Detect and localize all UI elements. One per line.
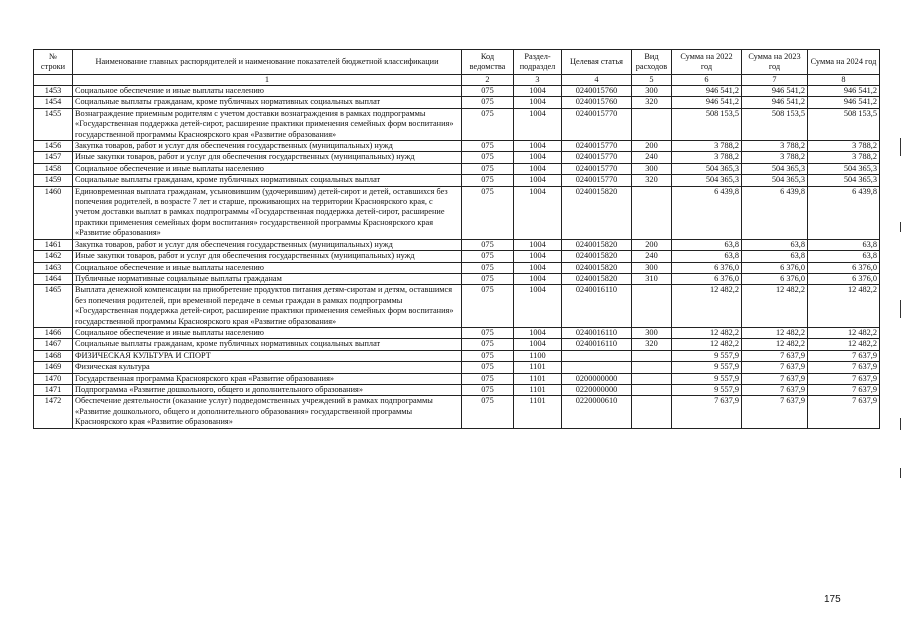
cell-row-number: 1467 (34, 339, 73, 350)
cell-dept-code: 075 (462, 108, 514, 140)
cell-sum-2022: 12 482,2 (672, 339, 742, 350)
cell-sum-2023: 946 541,2 (742, 97, 808, 108)
table-row (34, 239, 880, 250)
table-row (34, 384, 880, 395)
table-row (34, 186, 880, 239)
scan-edge-mark (900, 300, 901, 318)
cell-expense-type (632, 373, 672, 384)
cell-row-number: 1464 (34, 273, 73, 284)
scan-edge-mark (900, 138, 901, 156)
cell-target: 0240015770 (562, 175, 632, 186)
cell-name: Государственная программа Красноярского края «Развитие образования» (73, 373, 462, 384)
cell-name: Закупка товаров, работ и услуг для обеспечения государственных (муниципальных) нужд (73, 239, 462, 250)
column-number-row (34, 75, 880, 86)
cell-row-number: 1462 (34, 251, 73, 262)
cell-section: 1004 (514, 327, 562, 338)
header-sum-2023: Сумма на 2023 год (742, 50, 808, 75)
cell-expense-type: 300 (632, 86, 672, 97)
cell-dept-code: 075 (462, 163, 514, 174)
budget-table (33, 49, 880, 429)
cell-sum-2024: 3 788,2 (808, 152, 880, 163)
cell-sum-2024: 7 637,9 (808, 362, 880, 373)
cell-name: Социальное обеспечение и иные выплаты населению (73, 163, 462, 174)
header-row (34, 50, 880, 75)
cell-dept-code: 075 (462, 350, 514, 361)
table-row (34, 373, 880, 384)
cell-row-number: 1470 (34, 373, 73, 384)
cell-expense-type: 310 (632, 273, 672, 284)
cell-row-number: 1465 (34, 285, 73, 328)
cell-target: 0240015770 (562, 163, 632, 174)
column-number: 3 (514, 75, 562, 86)
cell-section: 1004 (514, 163, 562, 174)
cell-sum-2023: 504 365,3 (742, 163, 808, 174)
cell-sum-2024: 12 482,2 (808, 339, 880, 350)
cell-sum-2022: 504 365,3 (672, 163, 742, 174)
cell-sum-2024: 504 365,3 (808, 163, 880, 174)
table-row (34, 339, 880, 350)
cell-sum-2023: 12 482,2 (742, 285, 808, 328)
cell-target: 0240015770 (562, 141, 632, 152)
cell-dept-code: 075 (462, 251, 514, 262)
cell-sum-2024: 7 637,9 (808, 373, 880, 384)
cell-expense-type: 240 (632, 251, 672, 262)
column-number (34, 75, 73, 86)
cell-sum-2022: 9 557,9 (672, 362, 742, 373)
cell-sum-2024: 7 637,9 (808, 350, 880, 361)
cell-dept-code: 075 (462, 396, 514, 428)
cell-sum-2024: 6 376,0 (808, 273, 880, 284)
cell-dept-code: 075 (462, 186, 514, 239)
cell-name: Единовременная выплата гражданам, усыновившим (удочерившим) детей-сирот и детей, оставшихся без попечения родителей, в возрасте 7 лет и старше, проживающих на территории Красноярского края, с учетом доставки выплат в рамках подпрограммы «Государственная поддержка детей-сирот, расширение практики применения семейных форм воспитания» государственной программы Красноярского края «Развитие образования» (73, 186, 462, 239)
cell-row-number: 1469 (34, 362, 73, 373)
cell-name: Социальное обеспечение и иные выплаты населению (73, 327, 462, 338)
cell-sum-2022: 7 637,9 (672, 396, 742, 428)
cell-sum-2023: 3 788,2 (742, 141, 808, 152)
table-row (34, 350, 880, 361)
header-name: Наименование главных распорядителей и наименование показателей бюджетной классификации (73, 50, 462, 75)
cell-section: 1004 (514, 141, 562, 152)
cell-section: 1004 (514, 175, 562, 186)
table-row (34, 251, 880, 262)
cell-dept-code: 075 (462, 152, 514, 163)
cell-expense-type (632, 384, 672, 395)
scan-edge-mark (900, 468, 901, 478)
cell-expense-type: 240 (632, 152, 672, 163)
cell-sum-2024: 12 482,2 (808, 285, 880, 328)
table-row (34, 141, 880, 152)
header-sum-2024: Сумма на 2024 год (808, 50, 880, 75)
cell-sum-2024: 7 637,9 (808, 396, 880, 428)
cell-sum-2024: 7 637,9 (808, 384, 880, 395)
cell-expense-type (632, 362, 672, 373)
cell-section: 1004 (514, 339, 562, 350)
cell-sum-2024: 6 439,8 (808, 186, 880, 239)
header-target: Целевая статья (562, 50, 632, 75)
cell-row-number: 1453 (34, 86, 73, 97)
cell-sum-2024: 63,8 (808, 251, 880, 262)
cell-sum-2022: 63,8 (672, 239, 742, 250)
column-number: 2 (462, 75, 514, 86)
cell-sum-2023: 7 637,9 (742, 362, 808, 373)
cell-section: 1101 (514, 384, 562, 395)
cell-name: Социальные выплаты гражданам, кроме публичных нормативных социальных выплат (73, 97, 462, 108)
cell-sum-2024: 63,8 (808, 239, 880, 250)
cell-section: 1101 (514, 373, 562, 384)
cell-dept-code: 075 (462, 97, 514, 108)
cell-section: 1004 (514, 262, 562, 273)
cell-sum-2022: 6 376,0 (672, 262, 742, 273)
cell-section: 1004 (514, 108, 562, 140)
cell-name: Обеспечение деятельности (оказание услуг) подведомственных учреждений в рамках подпрограммы «Развитие дошкольного, общего и дополнительного образования» государственной программы Красноярского края «Развитие образования» (73, 396, 462, 428)
cell-sum-2024: 946 541,2 (808, 97, 880, 108)
cell-sum-2022: 946 541,2 (672, 97, 742, 108)
cell-dept-code: 075 (462, 285, 514, 328)
cell-target: 0240015820 (562, 239, 632, 250)
cell-expense-type: 200 (632, 239, 672, 250)
cell-section: 1004 (514, 97, 562, 108)
cell-sum-2024: 946 541,2 (808, 86, 880, 97)
cell-dept-code: 075 (462, 339, 514, 350)
cell-sum-2022: 63,8 (672, 251, 742, 262)
cell-row-number: 1463 (34, 262, 73, 273)
cell-target: 0240016110 (562, 339, 632, 350)
column-number: 5 (632, 75, 672, 86)
cell-row-number: 1472 (34, 396, 73, 428)
cell-name: Социальное обеспечение и иные выплаты населению (73, 262, 462, 273)
budget-sheet (33, 49, 879, 429)
cell-sum-2023: 508 153,5 (742, 108, 808, 140)
cell-sum-2022: 946 541,2 (672, 86, 742, 97)
cell-expense-type: 300 (632, 327, 672, 338)
cell-target: 0240015760 (562, 86, 632, 97)
cell-section: 1100 (514, 350, 562, 361)
cell-sum-2022: 3 788,2 (672, 141, 742, 152)
cell-sum-2024: 12 482,2 (808, 327, 880, 338)
cell-expense-type (632, 285, 672, 328)
cell-target: 0240015820 (562, 251, 632, 262)
cell-target: 0240015820 (562, 186, 632, 239)
cell-section: 1101 (514, 396, 562, 428)
cell-sum-2022: 9 557,9 (672, 350, 742, 361)
cell-section: 1004 (514, 186, 562, 239)
cell-sum-2024: 508 153,5 (808, 108, 880, 140)
cell-name: Публичные нормативные социальные выплаты гражданам (73, 273, 462, 284)
cell-target: 0240015820 (562, 273, 632, 284)
cell-row-number: 1471 (34, 384, 73, 395)
cell-sum-2023: 7 637,9 (742, 350, 808, 361)
cell-sum-2024: 504 365,3 (808, 175, 880, 186)
cell-expense-type (632, 108, 672, 140)
cell-row-number: 1459 (34, 175, 73, 186)
cell-row-number: 1454 (34, 97, 73, 108)
table-row (34, 327, 880, 338)
cell-sum-2022: 6 376,0 (672, 273, 742, 284)
cell-target: 0220000000 (562, 384, 632, 395)
table-row (34, 152, 880, 163)
column-number: 7 (742, 75, 808, 86)
cell-row-number: 1460 (34, 186, 73, 239)
cell-sum-2023: 12 482,2 (742, 339, 808, 350)
cell-target (562, 362, 632, 373)
cell-name: Выплата денежной компенсации на приобретение продуктов питания детям-сиротам и детям, оставшимся без попечения родителей, при временной передаче в семьи граждан в рамках подпрограммы «Государственная поддержка детей-сирот, расширение практики применения семейных форм воспитания» государственной программы Красноярского края «Развитие образования» (73, 285, 462, 328)
cell-sum-2023: 7 637,9 (742, 373, 808, 384)
cell-section: 1004 (514, 152, 562, 163)
cell-target: 0220000610 (562, 396, 632, 428)
cell-sum-2023: 6 439,8 (742, 186, 808, 239)
cell-expense-type: 320 (632, 175, 672, 186)
cell-expense-type: 320 (632, 97, 672, 108)
column-number: 4 (562, 75, 632, 86)
cell-sum-2024: 6 376,0 (808, 262, 880, 273)
page-number: 175 (824, 594, 841, 605)
cell-dept-code: 075 (462, 384, 514, 395)
cell-target: 0240016110 (562, 285, 632, 328)
table-row (34, 273, 880, 284)
cell-dept-code: 075 (462, 362, 514, 373)
cell-row-number: 1458 (34, 163, 73, 174)
cell-expense-type (632, 186, 672, 239)
cell-expense-type: 200 (632, 141, 672, 152)
cell-sum-2023: 7 637,9 (742, 384, 808, 395)
cell-sum-2022: 9 557,9 (672, 384, 742, 395)
table-row (34, 262, 880, 273)
table-row (34, 396, 880, 428)
cell-dept-code: 075 (462, 86, 514, 97)
cell-sum-2023: 63,8 (742, 239, 808, 250)
cell-sum-2022: 12 482,2 (672, 327, 742, 338)
cell-section: 1004 (514, 86, 562, 97)
cell-sum-2023: 6 376,0 (742, 262, 808, 273)
cell-name: Закупка товаров, работ и услуг для обеспечения государственных (муниципальных) нужд (73, 141, 462, 152)
cell-row-number: 1468 (34, 350, 73, 361)
table-row (34, 86, 880, 97)
table-body (34, 86, 880, 429)
cell-sum-2022: 9 557,9 (672, 373, 742, 384)
cell-expense-type: 300 (632, 163, 672, 174)
cell-name: Социальные выплаты гражданам, кроме публичных нормативных социальных выплат (73, 175, 462, 186)
cell-expense-type (632, 396, 672, 428)
cell-sum-2024: 3 788,2 (808, 141, 880, 152)
table-row (34, 285, 880, 328)
cell-section: 1004 (514, 251, 562, 262)
header-row-number: № строки (34, 50, 73, 75)
cell-section: 1004 (514, 285, 562, 328)
cell-dept-code: 075 (462, 373, 514, 384)
cell-row-number: 1456 (34, 141, 73, 152)
scan-edge-mark (900, 222, 901, 232)
column-number: 8 (808, 75, 880, 86)
table-row (34, 362, 880, 373)
cell-name: Социальное обеспечение и иные выплаты населению (73, 86, 462, 97)
cell-sum-2023: 12 482,2 (742, 327, 808, 338)
column-number: 1 (73, 75, 462, 86)
cell-sum-2022: 12 482,2 (672, 285, 742, 328)
cell-row-number: 1461 (34, 239, 73, 250)
cell-dept-code: 075 (462, 262, 514, 273)
cell-name: Иные закупки товаров, работ и услуг для обеспечения государственных (муниципальных) нужд (73, 251, 462, 262)
cell-section: 1101 (514, 362, 562, 373)
cell-sum-2023: 504 365,3 (742, 175, 808, 186)
cell-dept-code: 075 (462, 239, 514, 250)
cell-expense-type: 300 (632, 262, 672, 273)
cell-target: 0240016110 (562, 327, 632, 338)
cell-target: 0240015760 (562, 97, 632, 108)
cell-target: 0240015770 (562, 152, 632, 163)
cell-sum-2023: 3 788,2 (742, 152, 808, 163)
table-row (34, 97, 880, 108)
header-sum-2022: Сумма на 2022 год (672, 50, 742, 75)
cell-name: Иные закупки товаров, работ и услуг для обеспечения государственных (муниципальных) нужд (73, 152, 462, 163)
cell-name: Социальные выплаты гражданам, кроме публичных нормативных социальных выплат (73, 339, 462, 350)
cell-sum-2023: 7 637,9 (742, 396, 808, 428)
cell-sum-2023: 6 376,0 (742, 273, 808, 284)
cell-sum-2023: 63,8 (742, 251, 808, 262)
cell-name: Подпрограмма «Развитие дошкольного, общего и дополнительного образования» (73, 384, 462, 395)
header-expense-type: Вид расходов (632, 50, 672, 75)
cell-target: 0240015820 (562, 262, 632, 273)
cell-dept-code: 075 (462, 327, 514, 338)
column-number: 6 (672, 75, 742, 86)
cell-section: 1004 (514, 239, 562, 250)
table-row (34, 108, 880, 140)
header-section: Раздел-подраздел (514, 50, 562, 75)
cell-row-number: 1466 (34, 327, 73, 338)
table-row (34, 163, 880, 174)
cell-name: Физическая культура (73, 362, 462, 373)
cell-target: 0200000000 (562, 373, 632, 384)
cell-sum-2022: 508 153,5 (672, 108, 742, 140)
cell-target: 0240015770 (562, 108, 632, 140)
cell-dept-code: 075 (462, 175, 514, 186)
cell-sum-2023: 946 541,2 (742, 86, 808, 97)
cell-name: ФИЗИЧЕСКАЯ КУЛЬТУРА И СПОРТ (73, 350, 462, 361)
cell-dept-code: 075 (462, 141, 514, 152)
cell-sum-2022: 3 788,2 (672, 152, 742, 163)
scan-edge-mark (900, 418, 901, 430)
cell-sum-2022: 6 439,8 (672, 186, 742, 239)
cell-expense-type: 320 (632, 339, 672, 350)
cell-sum-2022: 504 365,3 (672, 175, 742, 186)
cell-section: 1004 (514, 273, 562, 284)
cell-dept-code: 075 (462, 273, 514, 284)
cell-expense-type (632, 350, 672, 361)
header-dept-code: Код ведомства (462, 50, 514, 75)
cell-row-number: 1455 (34, 108, 73, 140)
cell-target (562, 350, 632, 361)
cell-row-number: 1457 (34, 152, 73, 163)
table-row (34, 175, 880, 186)
cell-name: Вознаграждение приемным родителям с учетом доставки вознаграждения в рамках подпрограммы «Государственная поддержка детей-сирот, расширение практики применения семейных форм воспитания» государственной программы Красноярского края «Развитие образования» (73, 108, 462, 140)
